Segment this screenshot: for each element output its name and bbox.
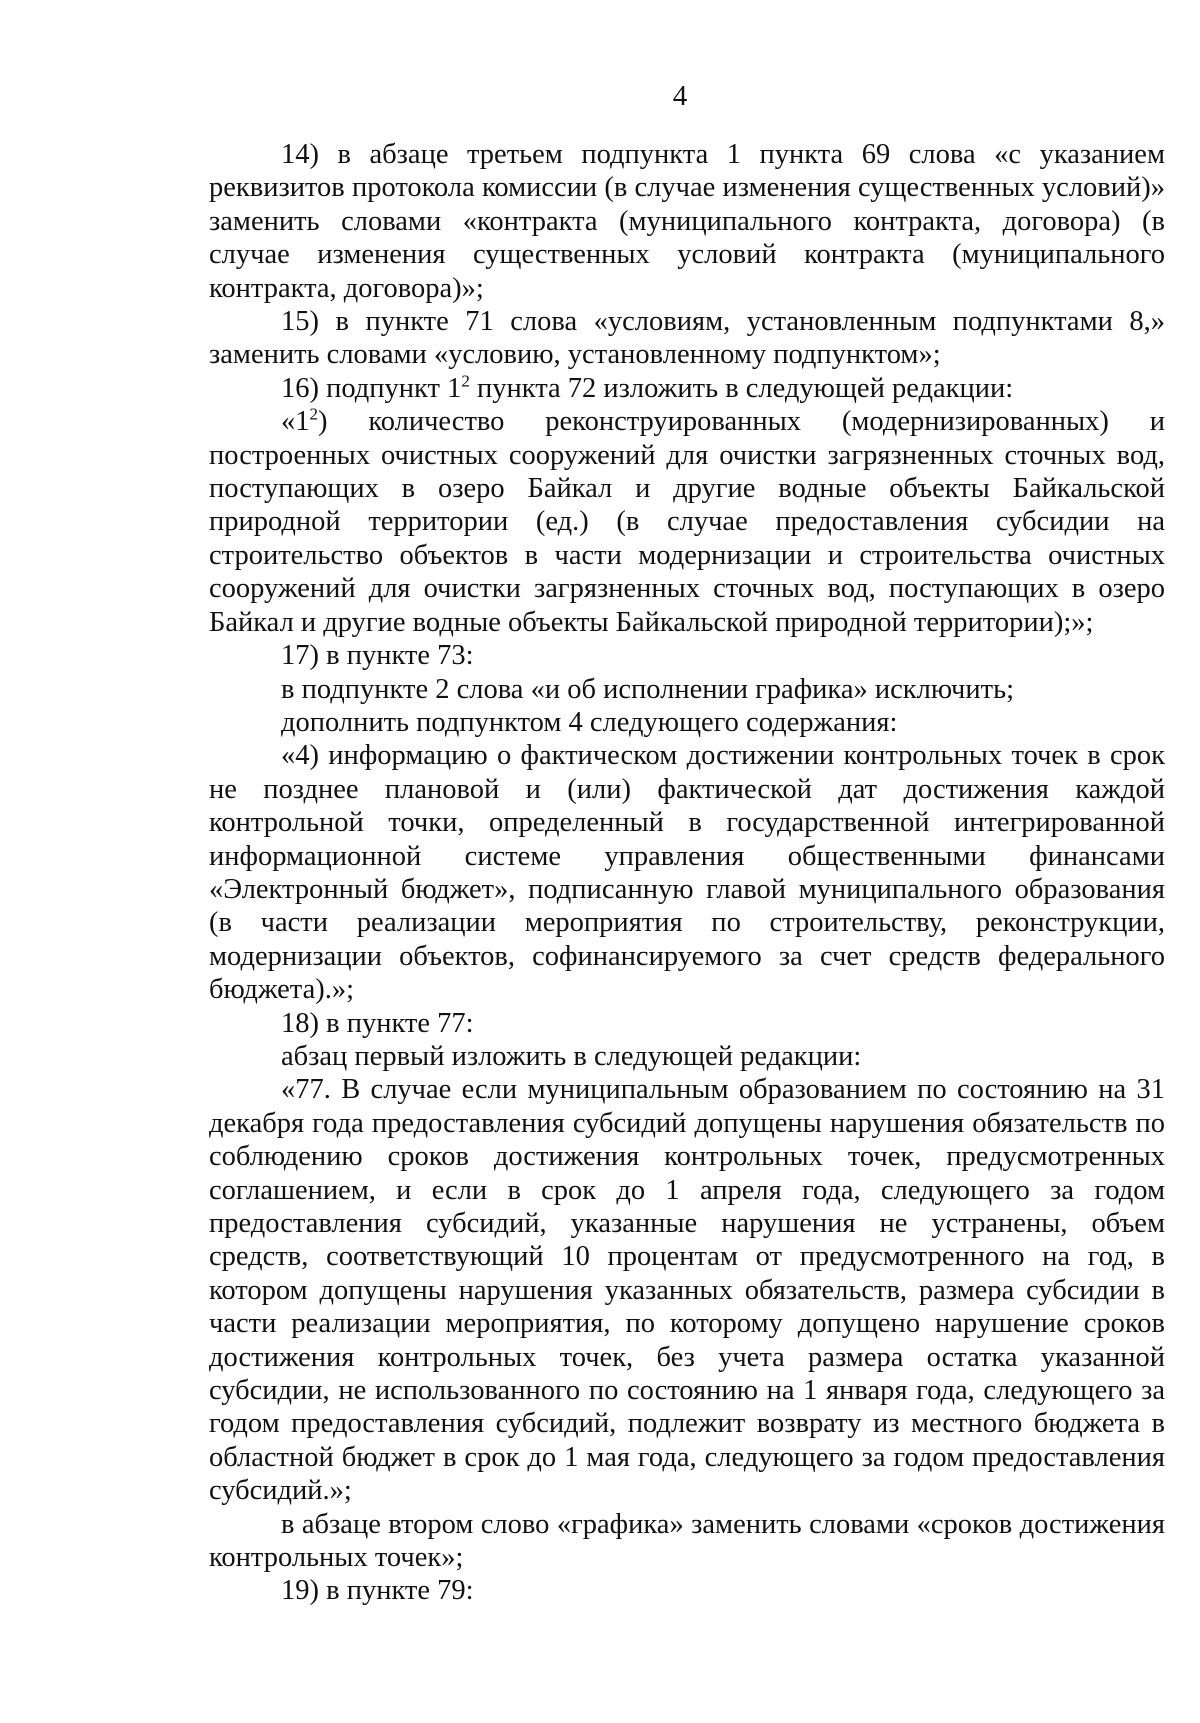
paragraph-17-add-subitem-4: дополнить подпунктом 4 следующего содержания: bbox=[281, 706, 898, 738]
paragraph-14: 14) в абзаце третьем подпункта 1 пункта 69 слова «с указанием реквизитов протокола комиссии (в случае изменения существенных условий)» заменить словами «контракта (муниципального контракта, договора) (в случае изменения существенных условий контракта (муниципального контракта, договора)»; bbox=[209, 139, 1165, 304]
paragraph-16-text-b: пункта 72 изложить в следующей редакции: bbox=[469, 372, 1014, 404]
paragraph-17-subitem-2: в подпункте 2 слова «и об исполнении графика» исключить; bbox=[281, 673, 1014, 705]
quoted-subitem-4: «4) информацию о фактическом достижении контрольных точек в срок не позднее плановой и (или) фактической дат достижения каждой контрольной точки, определенный в государственной интегрированной информационной системе управления общественными финансами «Электронный бюджет», подписанную главой муниципального образования (в части реализации мероприятия по строительству, реконструкции, модернизации объектов, софинансируемого за счет средств федерального бюджета).»; bbox=[209, 740, 1165, 1006]
document-body bbox=[209, 138, 1165, 1608]
paragraph-19: 19) в пункте 79: bbox=[281, 1575, 474, 1607]
paragraph-18-second-abzac: в абзаце втором слово «графика» заменить словами «сроков достижения контрольных точек»; bbox=[209, 1508, 1165, 1574]
paragraph-16-text-a: 16) подпункт 1 bbox=[281, 372, 462, 404]
superscript: 2 bbox=[461, 371, 470, 391]
paragraph-15: 15) в пункте 71 слова «условиям, установленным подпунктами 8,» заменить словами «условию, установленному подпунктом»; bbox=[209, 306, 1165, 371]
paragraph-16 bbox=[209, 372, 1165, 405]
page-number: 4 bbox=[672, 80, 688, 112]
quoted-subitem-text-a: «1 bbox=[281, 406, 310, 438]
quoted-subitem-text-b: ) количество реконструированных (модернизированных) и построенных очистных сооружений для очистки загрязненных сточных вод, поступающих в озеро Байкал и другие водные объекты Байкальской природной территории (ед.) (в случае предоставления субсидии на строительство объектов в части модернизации и строительства очистных сооружений для очистки загрязненных сточных вод, поступающих в озеро Байкал и другие водные объекты Байкальской природной территории);»; bbox=[209, 406, 1165, 638]
quoted-subitem-1-2 bbox=[209, 405, 1165, 639]
paragraph-17: 17) в пункте 73: bbox=[281, 640, 474, 672]
superscript: 2 bbox=[309, 404, 318, 424]
quoted-item-77: «77. В случае если муниципальным образованием по состоянию на 31 декабря года предоставления субсидий допущены нарушения обязательств по соблюдению сроков достижения контрольных точек, предусмотренных соглашением, и если в срок до 1 апреля года, следующего за годом предоставления субсидий, указанные нарушения не устранены, объем средств, соответствующий 10 процентам от предусмотренного на год, в котором допущены нарушения указанных обязательств, размера субсидии в части реализации мероприятия, по которому допущено нарушение сроков достижения контрольных точек, без учета размера остатка указанной субсидии, не использованного по состоянию на 1 января года, следующего за годом предоставления субсидий, подлежит возврату из местного бюджета в областной бюджет в срок до 1 мая года, следующего за годом предоставления субсидий.»; bbox=[209, 1074, 1165, 1507]
paragraph-18-first-abzac: абзац первый изложить в следующей редакции: bbox=[281, 1040, 862, 1072]
paragraph-18: 18) в пункте 77: bbox=[281, 1007, 474, 1039]
